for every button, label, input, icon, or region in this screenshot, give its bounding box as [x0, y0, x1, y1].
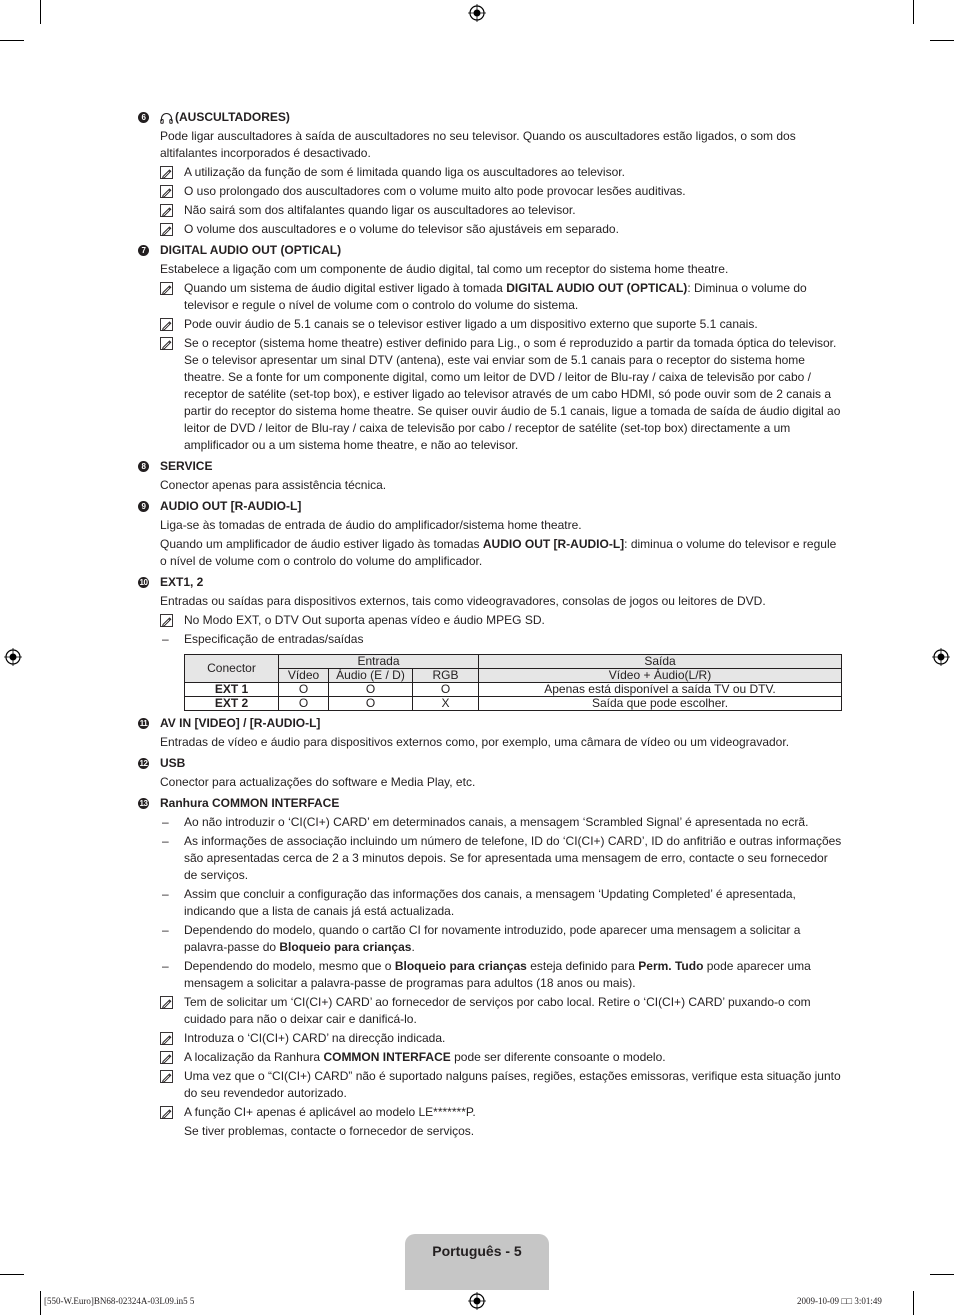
note-icon [160, 204, 173, 217]
section-number: 9 [138, 501, 149, 512]
note-icon [160, 282, 173, 295]
paragraph: Pode ligar auscultadores à saída de auscultadores no seu televisor. Quando os auscultadores estão ligados, o som dos altifalantes incorporados é desactivado. [160, 129, 796, 160]
note-text: No Modo EXT, o DTV Out suporta apenas vídeo e áudio MPEG SD. [184, 613, 545, 627]
section-title [160, 795, 843, 812]
table-cell: O [329, 697, 413, 711]
section-number: 13 [139, 799, 148, 808]
text-run: A função CI+ apenas é aplicável ao modelo LE*******P. [184, 1105, 476, 1119]
text-run: COMMON INTERFACE [323, 1050, 451, 1064]
text-run: Ao não introduzir o ‘CI(CI+) CARD’ em determinados canais, a mensagem ‘Scrambled Signal’ é apresentada no ecrã. [184, 815, 809, 829]
section-number: 6 [138, 112, 149, 123]
crop-mark [930, 1274, 954, 1275]
note-item [160, 994, 843, 1028]
page-label: Português - 5 [432, 1243, 522, 1259]
note-item [160, 280, 843, 314]
text-run: Dependendo do modelo, quando o cartão CI for novamente introduzido, pode aparecer uma mensagem a solicitar a palavra-passe do [184, 923, 801, 954]
note-text: Não sairá som dos altifalantes quando ligar os auscultadores ao televisor. [184, 203, 576, 217]
paragraph: Entradas ou saídas para dispositivos externos, tais como videogravadores, consolas de jogos ou leitores de DVD. [160, 594, 766, 608]
registration-mark-icon [932, 648, 950, 666]
section-title-text: DIGITAL AUDIO OUT (OPTICAL) [160, 243, 342, 257]
section-title-text: USB [160, 756, 186, 770]
dash-item [160, 922, 843, 956]
text-run: pode ser diferente consoante o modelo. [450, 1050, 666, 1064]
section-number: 12 [139, 759, 148, 768]
table-cell: EXT 2 [185, 697, 279, 711]
note-continuation [160, 1123, 843, 1140]
section-number: 7 [138, 245, 149, 256]
text-run: AUDIO OUT [R-AUDIO-L] [482, 537, 625, 551]
table-cell: Saída que pode escolher. [479, 697, 842, 711]
note-item [160, 221, 843, 238]
document-body [138, 109, 843, 1140]
text-run: Assim que concluir a configuração das informações dos canais, a mensagem ‘Updating Completed’ é apresentada, indicando que a lista de canais já está actualizada. [184, 887, 796, 918]
section-9 [138, 498, 843, 570]
note-item [160, 164, 843, 181]
section-10 [138, 574, 843, 711]
file-info: [550-W.Euro]BN68-02324A-03L09.in5 5 [44, 1296, 195, 1306]
note-icon [160, 337, 173, 350]
sub-video-audio: Vídeo + Áudio(L/R) [479, 669, 842, 683]
section-8 [138, 458, 843, 494]
paragraph: Liga-se às tomadas de entrada de áudio do amplificador/sistema home theatre. [160, 518, 582, 532]
section-12 [138, 755, 843, 791]
section-title-text: SERVICE [160, 459, 213, 473]
table-cell: O [279, 697, 329, 711]
table-row [185, 697, 842, 711]
dash-item [160, 886, 843, 920]
note-icon [160, 1051, 173, 1064]
col-conector: Conector [185, 655, 279, 683]
note-item [160, 612, 843, 629]
table-cell: Apenas está disponível a saída TV ou DTV. [479, 683, 842, 697]
dash-item [160, 958, 843, 992]
paragraph: Estabelece a ligação com um componente de áudio digital, tal como um receptor do sistema home theatre. [160, 262, 729, 276]
table-row [185, 683, 842, 697]
section-11 [138, 715, 843, 751]
note-icon [160, 1032, 173, 1045]
text-run: Perm. Tudo [638, 959, 704, 973]
registration-mark-icon [4, 648, 22, 666]
note-text: Se tiver problemas, contacte o fornecedor de serviços. [184, 1124, 475, 1138]
text-run: pode aparecer uma mensagem a solicitar a palavra-passe de programas para adultos (18 anos ou mais). [184, 959, 811, 990]
dash-bullet: – [162, 887, 169, 901]
note-item [160, 316, 843, 333]
note-icon [160, 1106, 173, 1119]
section-number: 10 [139, 578, 148, 587]
registration-mark-icon [468, 4, 486, 22]
print-timestamp: 2009-10-09 □□ 3:01:49 [797, 1296, 882, 1306]
note-item [160, 1068, 843, 1102]
note-text: Se o receptor (sistema home theatre) estiver definido para Lig., o som é reproduzido a partir da tomada óptica do televisor. Se o televisor apresentar um sinal DTV (antena), este vai enviar som de 5.1 canais para o receptor do sistema home theatre. Se a fonte for um componente digital, como um leitor de DVD / leitor de Blu-ray / caixa de televisão por cabo / receptor de satélite (set-top box), e estiver ligado ao televisor através de um cabo HDMI, só pode ouvir som de 2 canais a partir do receptor do sistema home theatre. Se quiser ouvir áudio de 5.1 canais, ligue a tomada de saída de áudio digital ao leitor de DVD / leitor de Blu-ray / caixa de televisão por cabo / receptor de satélite (set-top box) directamente a um amplificador ou a um sistema home theatre, e não ao televisor. [184, 336, 841, 452]
headphone-icon [160, 112, 173, 124]
text-run: Quando um sistema de áudio digital estiver ligado à tomada [184, 281, 507, 295]
note-icon [160, 318, 173, 331]
text-run: Dependendo do modelo, mesmo que o [184, 959, 395, 973]
page-number-badge [405, 1234, 549, 1290]
table-header-row [185, 655, 842, 669]
dash-bullet: – [162, 632, 169, 646]
dash-bullet: – [162, 923, 169, 937]
section-13 [138, 795, 843, 1140]
note-icon [160, 223, 173, 236]
paragraph: Conector para actualizações do software e Media Play, etc. [160, 775, 476, 789]
sub-audio: Áudio (E / D) [329, 669, 413, 683]
crop-mark [930, 40, 954, 41]
note-item [160, 1049, 843, 1066]
section-title [160, 109, 843, 126]
text-run: A localização da Ranhura [184, 1050, 324, 1064]
section-number: 11 [139, 719, 148, 728]
note-icon [160, 996, 173, 1009]
dash-item [160, 631, 843, 648]
dash-item [160, 833, 843, 884]
note-text: A utilização da função de som é limitada quando liga os auscultadores ao televisor. [184, 165, 625, 179]
table-cell: O [413, 683, 479, 697]
paragraph [160, 536, 843, 570]
sub-video: Vídeo [279, 669, 329, 683]
dash-text: Especificação de entradas/saídas [184, 632, 364, 646]
table-subheader-row [185, 669, 842, 683]
note-item [160, 183, 843, 200]
table-cell: O [329, 683, 413, 697]
section-title [160, 458, 843, 475]
dash-bullet: – [162, 834, 169, 848]
dash-item [160, 814, 843, 831]
registration-mark-icon [468, 1292, 486, 1310]
text-run: Uma vez que o “CI(CI+) CARD” não é suportado nalguns países, regiões, estações emissoras, verifique esta situação junto do seu revendedor autorizado. [184, 1069, 841, 1100]
dash-bullet: – [162, 959, 169, 973]
note-item [160, 1104, 843, 1121]
crop-mark [0, 1274, 24, 1275]
sub-rgb: RGB [413, 669, 479, 683]
note-text: Pode ouvir áudio de 5.1 canais se o televisor estiver ligado a um dispositivo externo que suporte 5.1 canais. [184, 317, 758, 331]
section-7 [138, 242, 843, 454]
text-run: Bloqueio para crianças [394, 959, 527, 973]
paragraph: Conector apenas para assistência técnica. [160, 478, 387, 492]
text-run: Bloqueio para crianças [279, 940, 412, 954]
col-saida: Saída [479, 655, 842, 669]
crop-mark [0, 40, 24, 41]
note-icon [160, 1070, 173, 1083]
section-title [160, 755, 843, 772]
note-icon [160, 166, 173, 179]
crop-mark [40, 1291, 41, 1315]
section-title-text: (AUSCULTADORES) [175, 110, 290, 124]
section-title [160, 242, 843, 259]
table-cell: EXT 1 [185, 683, 279, 697]
table-cell: O [279, 683, 329, 697]
text-run: As informações de associação incluindo um número de telefone, ID do ‘CI(CI+) CARD’, ID do anfitrião e outras informações são apresentadas cerca de 2 a 3 minutos depois. Se for apresentada uma mensagem de erro, contacte o seu fornecedor de serviços. [184, 834, 842, 882]
section-title [160, 498, 843, 515]
section-title [160, 715, 843, 732]
text-run: : Diminua o volume do televisor e regule o nível de volume com o controlo do volume do sistema. [184, 281, 807, 312]
section-title-text: AUDIO OUT [R-AUDIO-L] [160, 499, 302, 513]
text-run: : diminua o volume do televisor e regule o nível de volume com o controlo do volume do amplificador. [160, 537, 837, 568]
note-icon [160, 614, 173, 627]
section-number: 8 [138, 461, 149, 472]
col-entrada: Entrada [279, 655, 479, 669]
text-run: . [411, 940, 415, 954]
note-icon [160, 185, 173, 198]
note-item [160, 335, 843, 454]
section-6 [138, 109, 843, 238]
text-run: Quando um amplificador de áudio estiver ligado às tomadas [160, 537, 483, 551]
note-text: O uso prolongado dos auscultadores com o volume muito alto pode provocar lesões auditivas. [184, 184, 686, 198]
section-title-text: AV IN [VIDEO] / [R-AUDIO-L] [160, 716, 321, 730]
io-spec-table [184, 654, 842, 711]
note-item [160, 1030, 843, 1047]
crop-mark [913, 0, 914, 24]
note-item [160, 202, 843, 219]
paragraph: Entradas de vídeo e áudio para dispositivos externos como, por exemplo, uma câmara de vídeo ou um videogravador. [160, 735, 790, 749]
section-title-text: EXT1, 2 [160, 575, 204, 589]
section-title-text: Ranhura COMMON INTERFACE [160, 796, 340, 810]
note-text: O volume dos auscultadores e o volume do televisor são ajustáveis em separado. [184, 222, 619, 236]
text-run: Introduza o ‘CI(CI+) CARD’ na direcção indicada. [184, 1031, 446, 1045]
crop-mark [40, 0, 41, 24]
text-run: esteja definido para [526, 959, 639, 973]
text-run: Tem de solicitar um ‘CI(CI+) CARD’ ao fornecedor de serviços por cabo local. Retire o ‘CI(CI+) CARD’ puxando-o com cuidado para não o deixar cair e danificá-lo. [184, 995, 811, 1026]
section-title [160, 574, 843, 591]
crop-mark [913, 1291, 914, 1315]
table-cell: X [413, 697, 479, 711]
dash-bullet: – [162, 815, 169, 829]
text-run: DIGITAL AUDIO OUT (OPTICAL) [506, 281, 688, 295]
